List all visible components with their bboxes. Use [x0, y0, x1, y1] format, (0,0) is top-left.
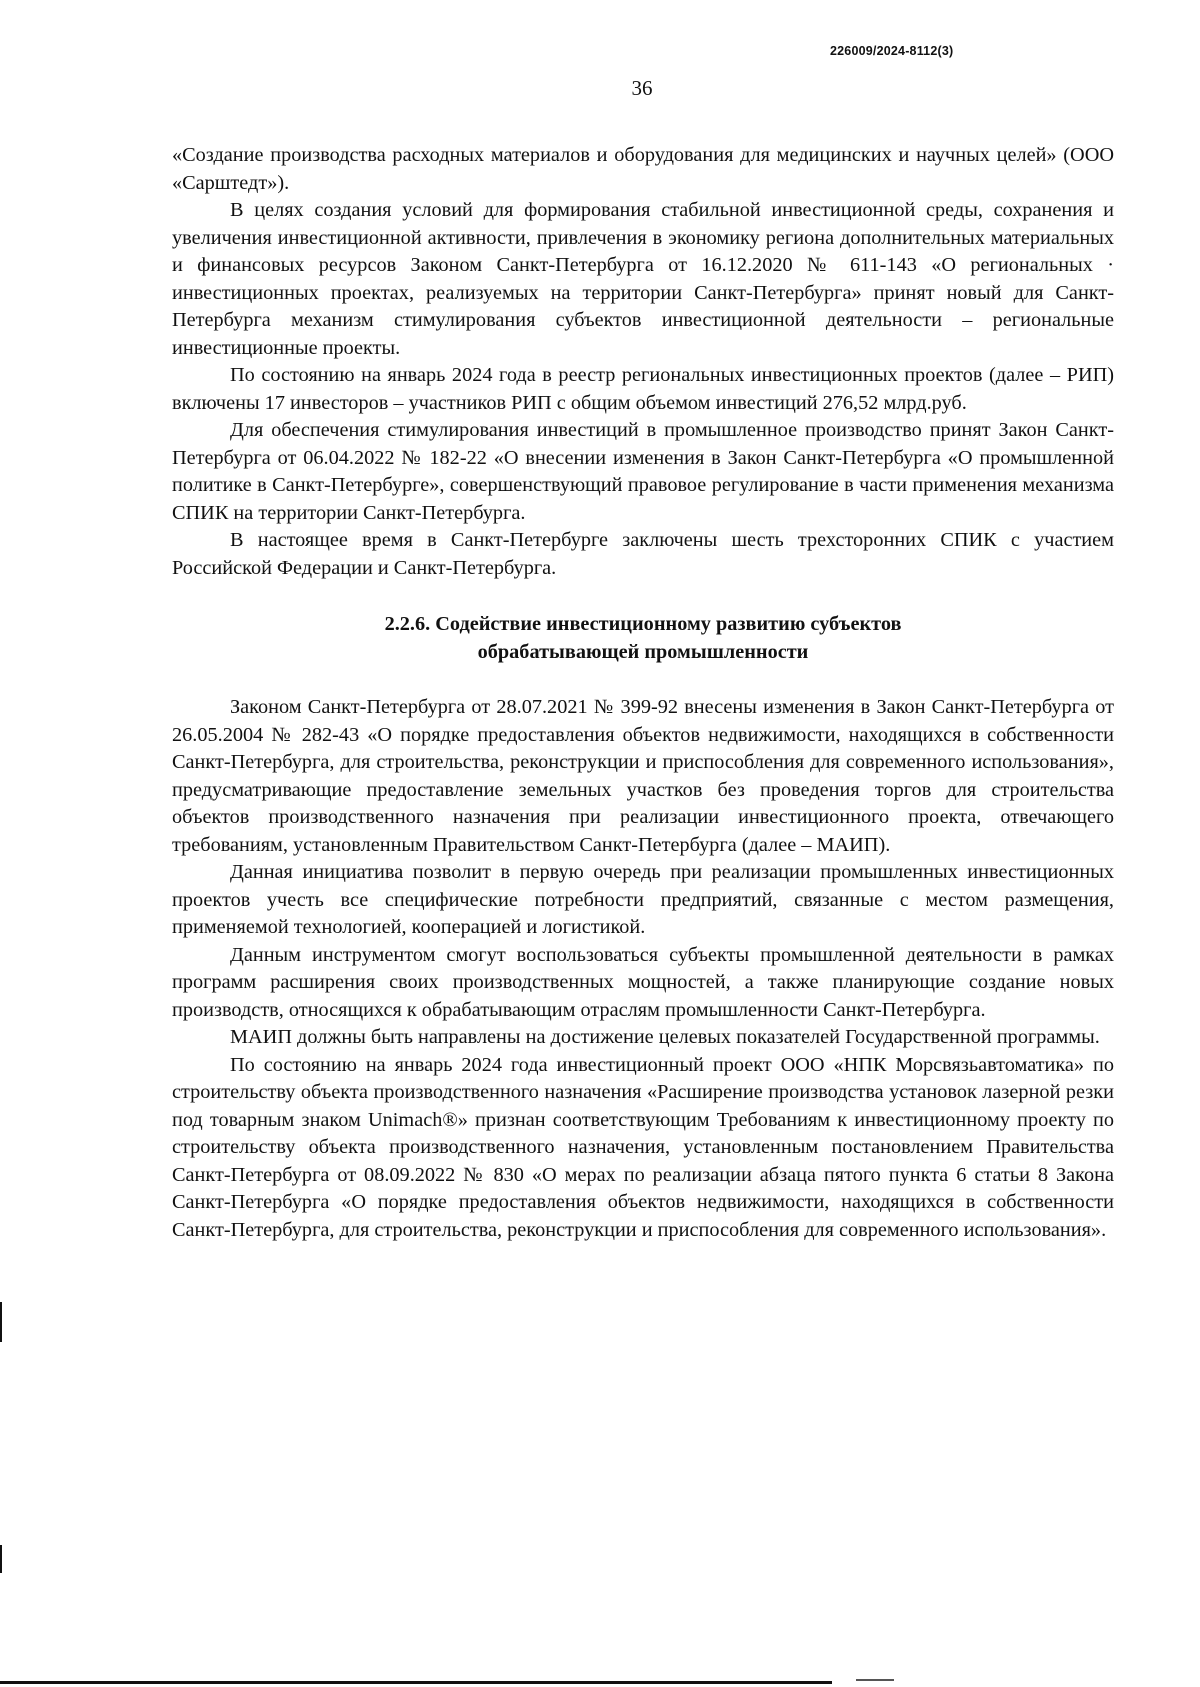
paragraph-rip-registry: По состоянию на январь 2024 года в реестр региональных инвестиционных проектов (далее – РИП) включены 17 инвесторов – участников РИП с общим объемом инвестиций 276,52 млрд.руб. [172, 364, 1114, 414]
document-registration-number: 226009/2024-8112(3) [830, 44, 954, 58]
paragraph-maip-law: Законом Санкт-Петербурга от 28.07.2021 № 399-92 внесены изменения в Закон Санкт-Петербурга от 26.05.2004 № 282-43 «О порядке предоставления объектов недвижимости, находящихся в собственности Санкт-Петербурга, для строительства, реконструкции и приспособления для современного использования», предусматривающие предоставление земельных участков без проведения торгов для строительства объектов производственного назначения при реализации инвестиционного проекта, отвечающего требованиям, установленным Правительством Санкт-Петербурга (далее – МАИП). [172, 696, 1114, 856]
scan-edge-mark [0, 1302, 2, 1342]
page-number: 36 [631, 76, 653, 100]
section-heading-line-2: обрабатывающей промышленности [477, 640, 809, 663]
section-heading-line-1: 2.2.6. Содействие инвестиционному развитию субъектов [384, 613, 902, 635]
paragraph-project-status: По состоянию на январь 2024 года инвестиционный проект ООО «НПК Морсвязьавтоматика» по строительству объекта производственного назначения «Расширение производства установок лазерной резки под товарным знаком Unimach®» признан соответствующим Требованиям к инвестиционному проекту по строительству объекта производственного назначения, установленным постановлением Правительства Санкт-Петербурга от 08.09.2022 № 830 «О мерах по реализации абзаца пятого пункта 6 статьи 8 Закона Санкт-Петербурга «О порядке предоставления объектов недвижимости, находящихся в собственности Санкт-Петербурга, для строительства, реконструкции и приспособления для современного использования». [172, 1053, 1114, 1241]
paragraph-spik-law: Для обеспечения стимулирования инвестиций в промышленное производство принят Закон Санкт-Петербурга от 06.04.2022 № 182-22 «О внесении изменения в Закон Санкт-Петербурга «О промышленной политике в Санкт-Петербурге», совершенствующий правовое регулирование в части применения механизма СПИК на территории Санкт-Петербурга. [172, 419, 1114, 524]
paragraph-instrument: Данным инструментом смогут воспользоваться субъекты промышленной деятельности в рамках программ расширения своих производственных мощностей, а также планирующие создание новых производств, относящихся к обрабатывающим отраслям промышленности Санкт-Петербурга. [172, 943, 1114, 1021]
section-heading [172, 611, 1114, 666]
document-body [172, 142, 1114, 1244]
paragraph-maip-goals: МАИП должны быть направлены на достижение целевых показателей Государственной программы. [230, 1026, 1100, 1048]
paragraph-rip-law: В целях создания условий для формирования стабильной инвестиционной среды, сохранения и увеличения инвестиционной активности, привлечения в экономику региона дополнительных материальных и финансовых ресурсов Законом Санкт-Петербурга от 16.12.2020 № 611-143 «О региональных · инвестиционных проектах, реализуемых на территории Санкт-Петербурга» принят новый для Санкт-Петербурга механизм стимулирования субъектов инвестиционной деятельности – региональные инвестиционные проекты. [172, 199, 1114, 359]
paragraph-initiative: Данная инициатива позволит в первую очередь при реализации промышленных инвестиционных проектов учесть все специфические потребности предприятий, связанные с местом размещения, применяемой технологией, кооперацией и логистикой. [172, 861, 1114, 938]
paragraph-spik-contracts: В настоящее время в Санкт-Петербурге заключены шесть трехсторонних СПИК с участием Российской Федерации и Санкт-Петербурга. [172, 529, 1114, 579]
paragraph-continuation: «Создание производства расходных материалов и оборудования для медицинских и научных целей» (ООО «Сарштедт»). [172, 144, 1114, 194]
scan-edge-mark [0, 1545, 2, 1573]
scan-bottom-border [0, 1681, 832, 1684]
scan-bottom-mark [856, 1679, 894, 1681]
